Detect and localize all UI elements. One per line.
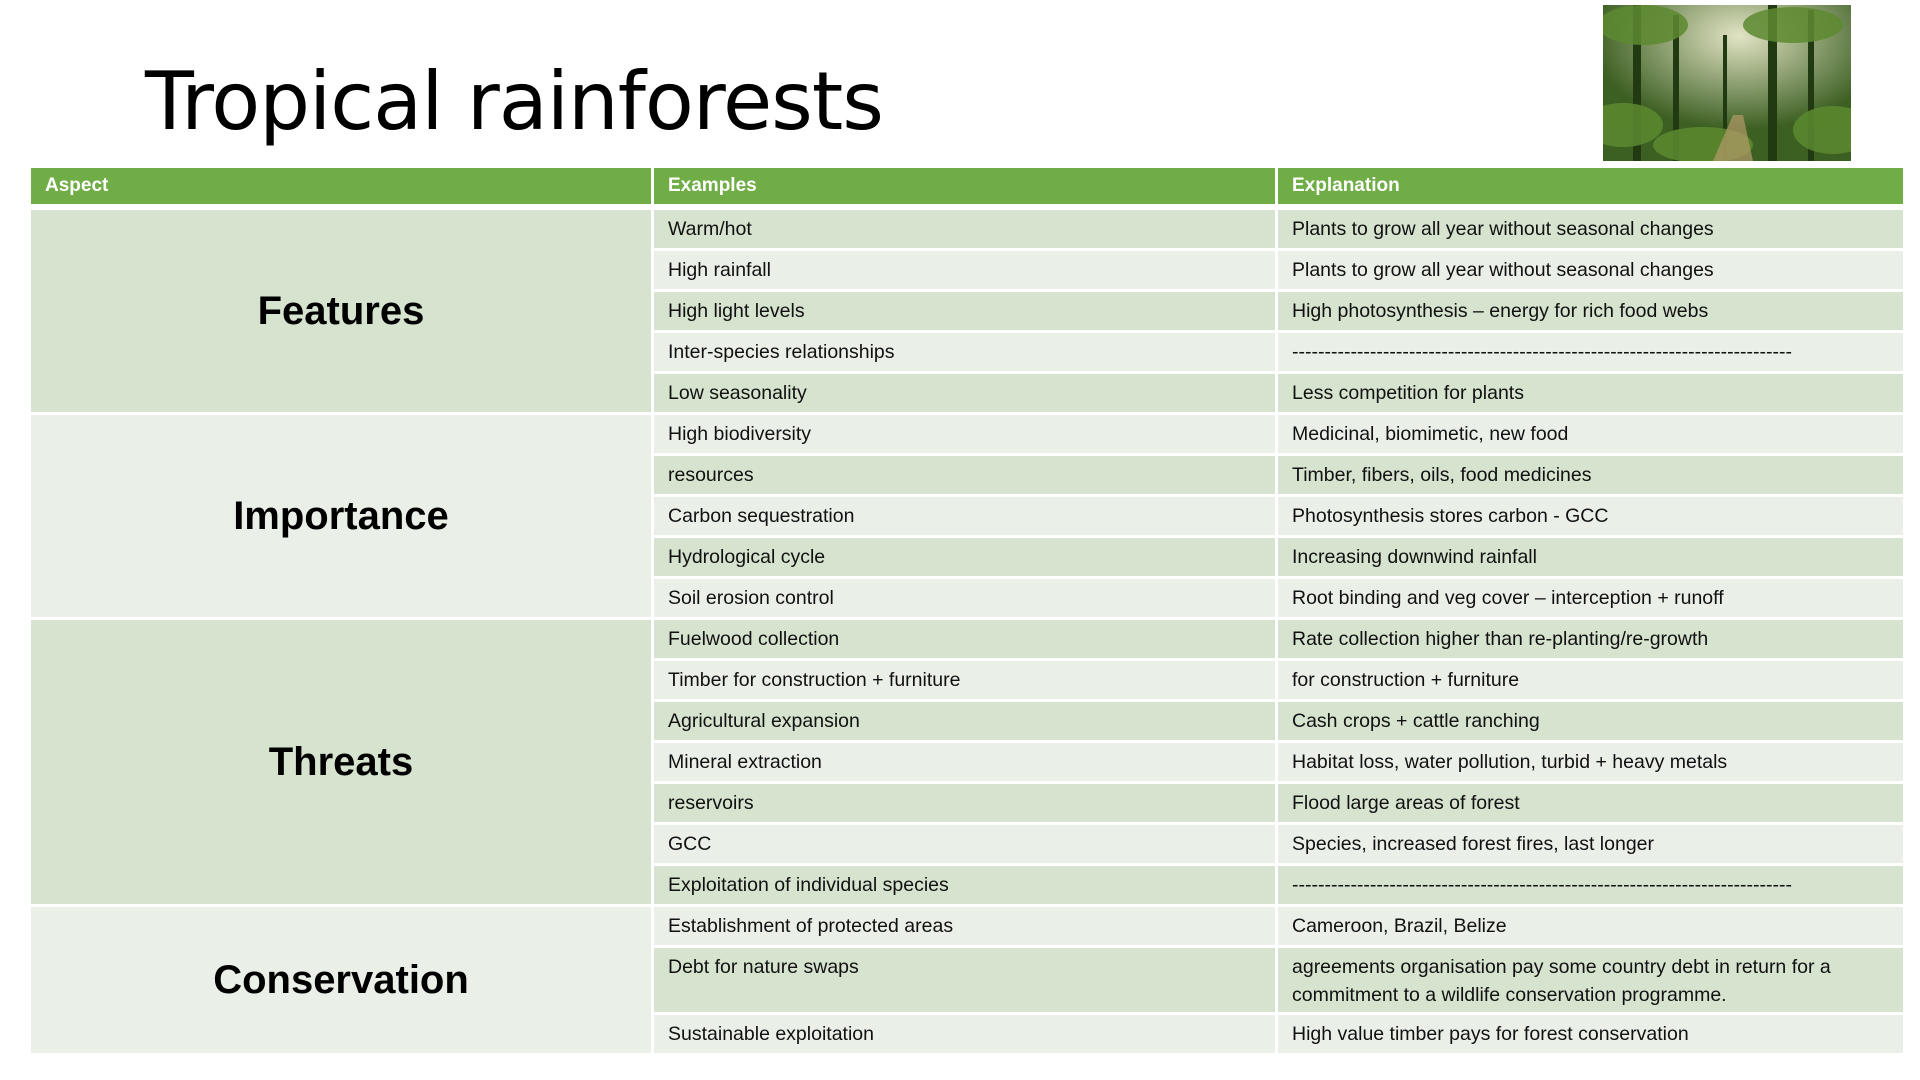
- table-row: [654, 415, 1903, 456]
- table-row: [654, 579, 1903, 620]
- table-row: [654, 292, 1903, 333]
- example-cell: Soil erosion control: [654, 579, 1278, 617]
- example-cell: reservoirs: [654, 784, 1278, 822]
- explanation-cell: Increasing downwind rainfall: [1292, 546, 1537, 568]
- explanation-cell: Cameroon, Brazil, Belize: [1292, 915, 1507, 937]
- example-cell: Inter-species relationships: [654, 333, 1278, 371]
- example-cell: Fuelwood collection: [654, 620, 1278, 658]
- table-row: [654, 784, 1903, 825]
- table-header-row: [31, 168, 1903, 204]
- example-cell: High light levels: [654, 292, 1278, 330]
- explanation-cell: -----------------------------------------------------------------------------: [1292, 341, 1793, 363]
- explanation-cell: Less competition for plants: [1292, 382, 1524, 404]
- table-row: [654, 743, 1903, 784]
- column-header-aspect: Aspect: [31, 168, 654, 204]
- explanation-cell: Habitat loss, water pollution, turbid + heavy metals: [1292, 751, 1728, 773]
- table-row: [654, 538, 1903, 579]
- table-row: [654, 907, 1903, 948]
- table-row: [654, 333, 1903, 374]
- explanation-cell: Timber, fibers, oils, food medicines: [1292, 464, 1592, 486]
- example-cell: Hydrological cycle: [654, 538, 1278, 576]
- table-row: [654, 702, 1903, 743]
- explanation-cell: Plants to grow all year without seasonal changes: [1292, 218, 1714, 240]
- aspect-threats: Threats: [31, 620, 654, 907]
- table-row: [654, 210, 1903, 251]
- explanation-cell: Medicinal, biomimetic, new food: [1292, 423, 1569, 445]
- table-row: [654, 497, 1903, 538]
- example-cell: Timber for construction + furniture: [654, 661, 1278, 699]
- explanation-cell: Rate collection higher than re-planting/re-growth: [1292, 628, 1709, 650]
- table-row: [654, 251, 1903, 292]
- group-importance: [654, 415, 1903, 620]
- example-cell: GCC: [654, 825, 1278, 863]
- explanation-cell: Species, increased forest fires, last longer: [1292, 833, 1655, 855]
- example-cell: Low seasonality: [654, 374, 1278, 412]
- explanation-cell: Photosynthesis stores carbon - GCC: [1292, 505, 1609, 527]
- explanation-cell: agreements organisation pay some country debt in return for a commitment to a wildlife conservation programme.: [1292, 956, 1831, 1006]
- column-header-examples: Examples: [654, 168, 1278, 204]
- table-row: [654, 825, 1903, 866]
- example-cell: High rainfall: [654, 251, 1278, 289]
- aspect-features: Features: [31, 210, 654, 415]
- table-row: [654, 948, 1903, 1015]
- table-row: [654, 620, 1903, 661]
- explanation-cell: -----------------------------------------------------------------------------: [1292, 874, 1793, 896]
- group-conservation: [654, 907, 1903, 1056]
- example-cell: Sustainable exploitation: [654, 1015, 1278, 1053]
- explanation-cell: Root binding and veg cover – interception + runoff: [1292, 587, 1724, 609]
- aspect-conservation: Conservation: [31, 907, 654, 1056]
- rainforest-photo: [1603, 5, 1851, 161]
- table-row: [654, 661, 1903, 702]
- example-cell: Agricultural expansion: [654, 702, 1278, 740]
- table-row: [654, 1015, 1903, 1056]
- example-cell: Exploitation of individual species: [654, 866, 1278, 904]
- table-row: [654, 374, 1903, 415]
- explanation-cell: Flood large areas of forest: [1292, 792, 1520, 814]
- table-row: [654, 456, 1903, 497]
- example-cell: Debt for nature swaps: [654, 948, 1278, 1012]
- example-cell: Warm/hot: [654, 210, 1278, 248]
- aspect-importance: Importance: [31, 415, 654, 620]
- example-cell: High biodiversity: [654, 415, 1278, 453]
- slide-title: Tropical rainforests: [145, 55, 883, 148]
- explanation-cell: Cash crops + cattle ranching: [1292, 710, 1540, 732]
- example-cell: Establishment of protected areas: [654, 907, 1278, 945]
- column-header-explanation: Explanation: [1278, 168, 1903, 204]
- example-cell: resources: [654, 456, 1278, 494]
- explanation-cell: High value timber pays for forest conservation: [1292, 1023, 1689, 1045]
- example-cell: Mineral extraction: [654, 743, 1278, 781]
- table-body: [31, 210, 1903, 1056]
- explanation-cell: High photosynthesis – energy for rich food webs: [1292, 300, 1709, 322]
- example-cell: Carbon sequestration: [654, 497, 1278, 535]
- group-features: [654, 210, 1903, 415]
- explanation-cell: Plants to grow all year without seasonal changes: [1292, 259, 1714, 281]
- table-row: [654, 866, 1903, 907]
- explanation-cell: for construction + furniture: [1292, 669, 1520, 691]
- group-threats: [654, 620, 1903, 907]
